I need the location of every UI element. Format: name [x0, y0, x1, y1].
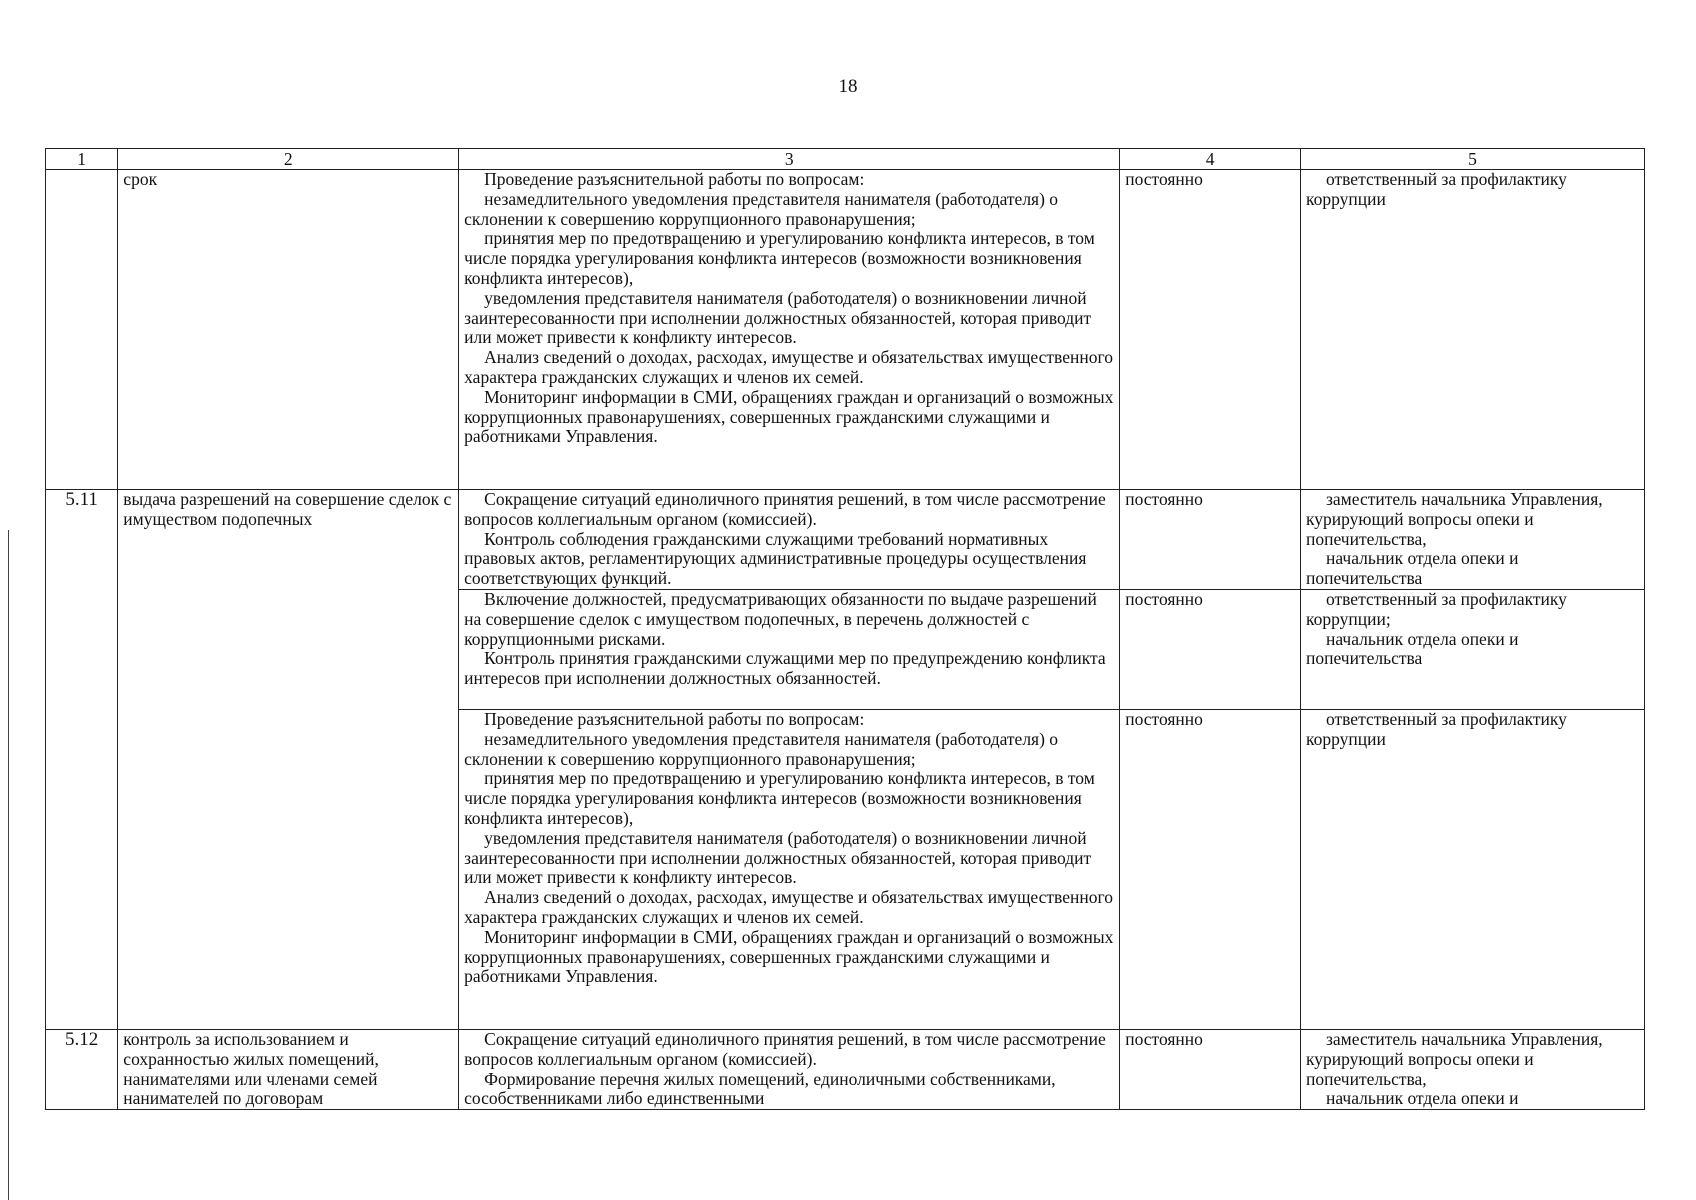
function-name-text: контроль за использованием и сохранностью жилых помещений, нанимателями или членами семей нанимателей по договорам: [123, 1030, 379, 1109]
header-col-2: 2: [118, 149, 459, 170]
header-col-4: 4: [1120, 149, 1301, 170]
measure-paragraph: Проведение разъяснительной работы по вопросам:: [484, 169, 865, 189]
term-cell: постоянно: [1120, 710, 1301, 1030]
responsible-line: начальник отдела опеки и попечительства: [1305, 628, 1519, 669]
measure-paragraph: Мониторинг информации в СМИ, обращениях граждан и организаций о возможных коррупционных правонарушениях, совершенных гражданскими служащими и работниками Управления.: [464, 926, 1114, 987]
measures-cell: [459, 490, 1120, 590]
header-col-3: 3: [459, 149, 1120, 170]
table-row-5-12: [46, 1030, 1645, 1110]
measures-cell: [459, 170, 1120, 490]
function-name-cell: [118, 1030, 459, 1110]
measure-paragraph: Анализ сведений о доходах, расходах, имуществе и обязательствах имущественного характера гражданских служащих и членов их семей.: [464, 347, 1113, 387]
measure-paragraph: незамедлительного уведомления представителя нанимателя (работодателя) о склонении к совершению коррупционного правонарушения;: [464, 188, 1059, 229]
item-number-cell: 5.11: [46, 490, 118, 1030]
responsible-line: начальник отдела опеки и попечительства: [1305, 548, 1519, 589]
term-cell: постоянно: [1120, 170, 1301, 490]
item-number-cell: 5.12: [46, 1030, 118, 1110]
measure-paragraph: принятия мер по предотвращению и урегулированию конфликта интересов, в том числе порядка урегулирования конфликта интересов (возможности возникновения конфликта интересов),: [464, 768, 1095, 828]
measure-paragraph: Контроль соблюдения гражданскими служащими требований нормативных правовых актов, регламентирующих административные процедуры осуществления соответствующих функций.: [464, 528, 1087, 589]
measure-paragraph: Проведение разъяснительной работы по вопросам:: [484, 709, 865, 729]
responsible-cell: [1300, 590, 1644, 710]
responsible-line: начальник отдела опеки и: [1325, 1088, 1519, 1109]
page-number: 18: [838, 76, 858, 97]
measure-paragraph: Сокращение ситуаций единоличного принятия решений, в том числе рассмотрение вопросов коллегиальным органом (комиссией).: [464, 1030, 1106, 1069]
measure-paragraph: принятия мер по предотвращению и урегулированию конфликта интересов, в том числе порядка урегулирования конфликта интересов (возможности возникновения конфликта интересов),: [464, 228, 1095, 288]
term-cell: постоянно: [1120, 490, 1301, 590]
measure-paragraph: Формирование перечня жилых помещений, единоличными собственниками, сособственниками либо единственными: [464, 1068, 1056, 1109]
measures-text: [464, 1030, 1114, 1109]
term-cell: постоянно: [1120, 1030, 1301, 1110]
responsible-line: ответственный за профилактику коррупции: [1305, 169, 1567, 209]
responsible-cell: [1300, 710, 1644, 1030]
anticorruption-measures-table: [45, 148, 1645, 1110]
measures-cell: [459, 590, 1120, 710]
measure-paragraph: Анализ сведений о доходах, расходах, имуществе и обязательствах имущественного характера гражданских служащих и членов их семей.: [464, 887, 1113, 927]
function-name-cell: выдача разрешений на совершение сделок с имуществом подопечных: [118, 490, 459, 1030]
responsible-line: ответственный за профилактику коррупции: [1305, 709, 1567, 749]
table-row-5-11: [46, 490, 1645, 590]
measure-paragraph: Контроль принятия гражданскими служащими мер по предупреждению конфликта интересов при исполнении должностных обязанностей.: [464, 648, 1106, 689]
responsible-line: заместитель начальника Управления, курирующий вопросы опеки и попечительства,: [1305, 489, 1603, 549]
function-name-cell: срок: [118, 170, 459, 490]
measure-paragraph: Мониторинг информации в СМИ, обращениях граждан и организаций о возможных коррупционных правонарушениях, совершенных гражданскими служащими и работниками Управления.: [464, 386, 1114, 447]
table-row-continuation: [46, 170, 1645, 490]
responsible-text: [1306, 1030, 1639, 1109]
responsible-line: заместитель начальника Управления, курирующий вопросы опеки и попечительства,: [1305, 1030, 1603, 1089]
measures-cell: [459, 710, 1120, 1030]
item-number-cell: [46, 170, 118, 490]
responsible-line: ответственный за профилактику коррупции;: [1305, 589, 1567, 629]
header-col-1: 1: [46, 149, 118, 170]
responsible-cell: [1300, 1030, 1644, 1110]
term-cell: постоянно: [1120, 590, 1301, 710]
header-col-5: 5: [1300, 149, 1644, 170]
header-row: [46, 149, 1645, 170]
measure-paragraph: незамедлительного уведомления представителя нанимателя (работодателя) о склонении к совершению коррупционного правонарушения;: [464, 728, 1059, 769]
measure-paragraph: уведомления представителя нанимателя (работодателя) о возникновении личной заинтересованности при исполнении должностных обязанностей, которая приводит или может привести к конфликту интересов.: [464, 827, 1092, 888]
scan-edge-line: [8, 530, 9, 1200]
measure-paragraph: Включение должностей, предусматривающих обязанности по выдаче разрешений на совершение сделок с имуществом подопечных, в перечень должностей с коррупционными рисками.: [464, 589, 1097, 649]
measure-paragraph: уведомления представителя нанимателя (работодателя) о возникновении личной заинтересованности при исполнении должностных обязанностей, которая приводит или может привести к конфликту интересов.: [464, 287, 1092, 348]
measure-paragraph: Сокращение ситуаций единоличного принятия решений, в том числе рассмотрение вопросов коллегиальным органом (комиссией).: [464, 489, 1106, 529]
measures-cell: [459, 1030, 1120, 1110]
responsible-cell: [1300, 170, 1644, 490]
responsible-cell: [1300, 490, 1644, 590]
